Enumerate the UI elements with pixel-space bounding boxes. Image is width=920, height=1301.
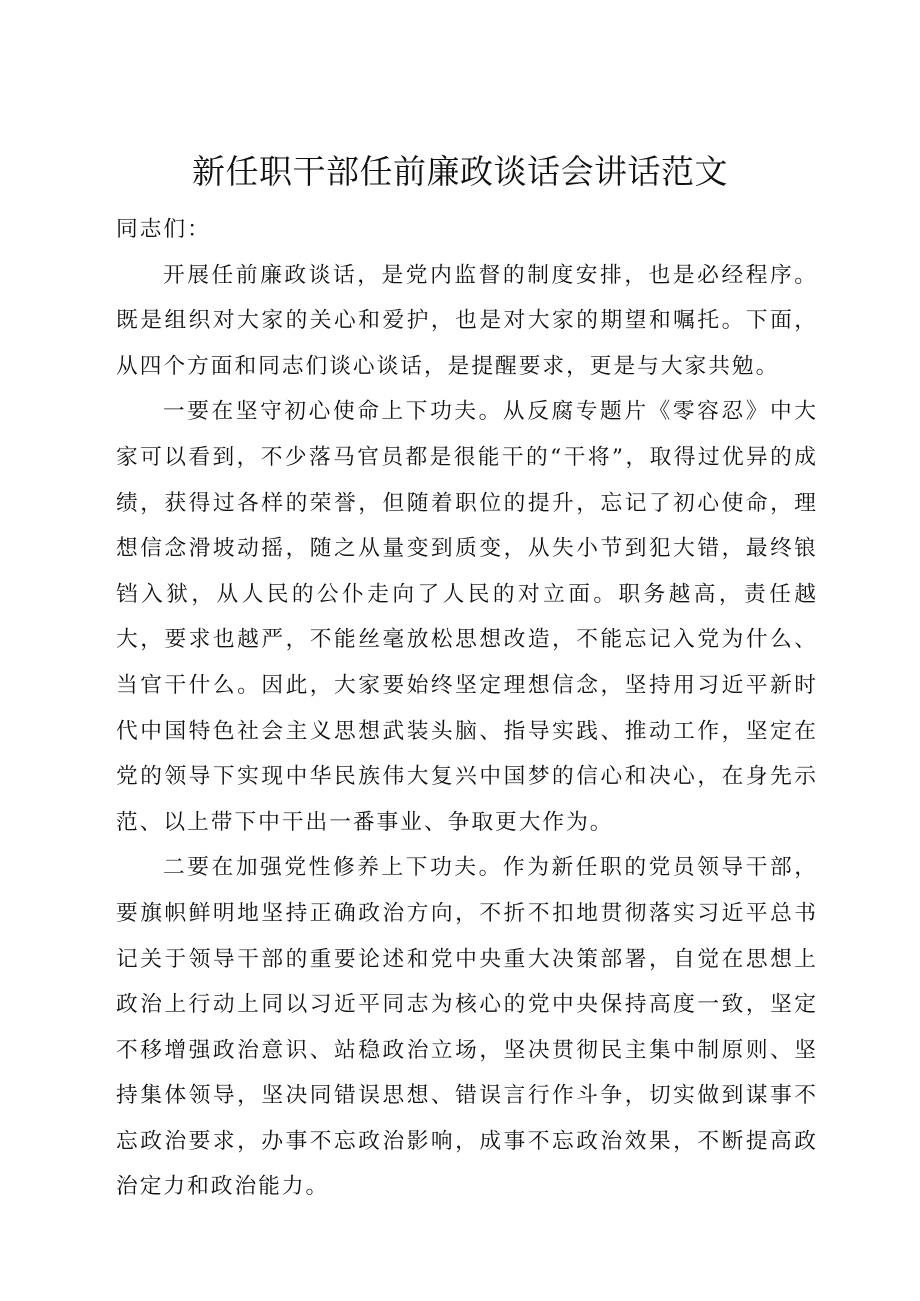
paragraph-point-one: 一要在坚守初心使命上下功夫。从反腐专题片《零容忍》中大家可以看到，不少落马官员都是很能干的“干将”，取得过优异的成绩，获得过各样的荣誉，但随着职位的提升，忘记了初心使命，理想信念滑坡动摇，随之从量变到质变，从失小节到犯大错，最终锒铛入狱，从人民的公仆走向了人民的对立面。职务越高，责任越大，要求也越严，不能丝毫放松思想改造，不能忘记入党为什么、当官干什么。因此，大家要始终坚定理想信念，坚持用习近平新时代中国特色社会主义思想武装头脑、指导实践、推动工作，坚定在党的领导下实现中华民族伟大复兴中国梦的信心和决心，在身先示范、以上带下中干出一番事业、争取更大作为。 [116,399,818,835]
paragraph-intro: 开展任前廉政谈话，是党内监督的制度安排，也是必经程序。既是组织对大家的关心和爱护，也是对大家的期望和嘱托。下面，从四个方面和同志们谈心谈话，是提醒要求，更是与大家共勉。 [116,262,818,379]
document-body [116,207,818,1210]
document-title: 新任职干部任前廉政谈话会讲话范文 [192,152,728,191]
salutation: 同志们： [116,217,211,242]
paragraph-point-two: 二要在加强党性修养上下功夫。作为新任职的党员领导干部，要旗帜鲜明地坚持正确政治方向，不折不扣地贯彻落实习近平总书记关于领导干部的重要论述和党中央重大决策部署，自觉在思想上政治上行动上同以习近平同志为核心的党中央保持高度一致，坚定不移增强政治意识、站稳政治立场，坚决贯彻民主集中制原则、坚持集体领导，坚决同错误思想、错误言行作斗争，切实做到谋事不忘政治要求，办事不忘政治影响，成事不忘政治效果，不断提高政治定力和政治能力。 [116,855,818,1200]
